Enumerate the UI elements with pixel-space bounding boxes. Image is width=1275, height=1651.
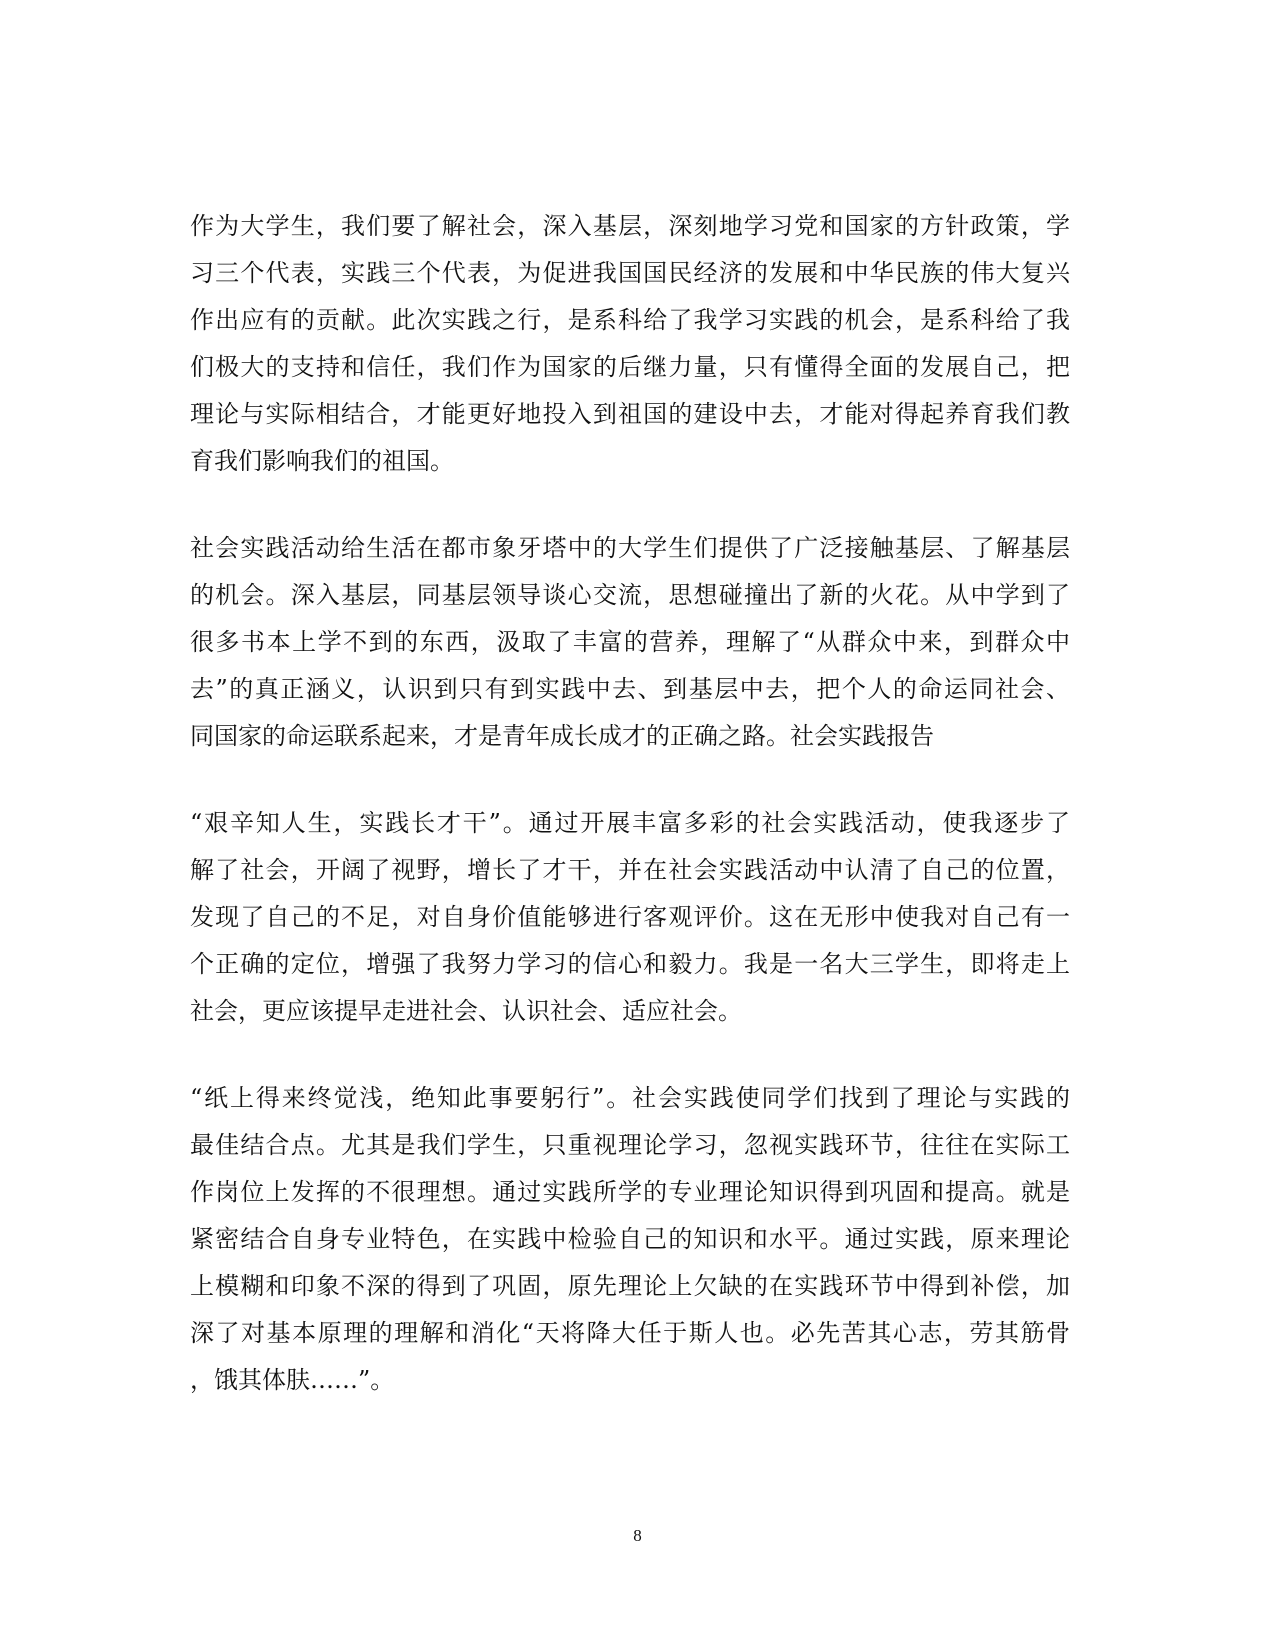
text-line: 理论与实际相结合，才能更好地投入到祖国的建设中去，才能对得起养育我们教: [190, 400, 1070, 428]
text-line: 最佳结合点。尤其是我们学生，只重视理论学习，忽视实践环节，往往在实际工: [190, 1131, 1070, 1159]
text-line: 深了对基本原理的理解和消化“天将降大任于斯人也。必先苦其心志，劳其筋骨: [190, 1319, 1070, 1347]
text-line: “艰辛知人生，实践长才干”。通过开展丰富多彩的社会实践活动，使我逐步了: [190, 809, 1070, 837]
body-text: [190, 203, 1070, 1444]
text-line: 的机会。深入基层，同基层领导谈心交流，思想碰撞出了新的火花。从中学到了: [190, 581, 1070, 609]
text-line: 社会，更应该提早走进社会、认识社会、适应社会。: [190, 997, 742, 1025]
paragraph-2: [190, 525, 1070, 760]
text-line: 去”的真正涵义，认识到只有到实践中去、到基层中去，把个人的命运同社会、: [190, 675, 1070, 703]
text-line: ，饿其体肤……”。: [190, 1366, 395, 1394]
paragraph-4: [190, 1075, 1070, 1404]
text-line: 同国家的命运联系起来，才是青年成长成才的正确之路。社会实践报告: [190, 722, 934, 750]
text-line: “纸上得来终觉浅，绝知此事要躬行”。社会实践使同学们找到了理论与实践的: [190, 1084, 1070, 1112]
text-line: 作为大学生，我们要了解社会，深入基层，深刻地学习党和国家的方针政策，学: [190, 212, 1070, 240]
text-line: 作岗位上发挥的不很理想。通过实践所学的专业理论知识得到巩固和提高。就是: [190, 1178, 1070, 1206]
text-line: 们极大的支持和信任，我们作为国家的后继力量，只有懂得全面的发展自己，把: [190, 353, 1070, 381]
text-line: 发现了自己的不足，对自身价值能够进行客观评价。这在无形中使我对自己有一: [190, 903, 1070, 931]
paragraph-3: [190, 800, 1070, 1035]
page-number: 8: [633, 1526, 642, 1545]
text-line: 紧密结合自身专业特色，在实践中检验自己的知识和水平。通过实践，原来理论: [190, 1225, 1070, 1253]
text-line: 个正确的定位，增强了我努力学习的信心和毅力。我是一名大三学生，即将走上: [190, 950, 1070, 978]
text-line: 很多书本上学不到的东西，汲取了丰富的营养，理解了“从群众中来，到群众中: [190, 628, 1070, 656]
text-line: 作出应有的贡献。此次实践之行，是系科给了我学习实践的机会，是系科给了我: [190, 306, 1070, 334]
text-line: 社会实践活动给生活在都市象牙塔中的大学生们提供了广泛接触基层、了解基层: [190, 534, 1070, 562]
text-line: 育我们影响我们的祖国。: [190, 447, 454, 475]
text-line: 解了社会，开阔了视野，增长了才干，并在社会实践活动中认清了自己的位置，: [190, 856, 1070, 884]
text-line: 习三个代表，实践三个代表，为促进我国国民经济的发展和中华民族的伟大复兴: [190, 259, 1070, 287]
text-line: 上模糊和印象不深的得到了巩固，原先理论上欠缺的在实践环节中得到补偿，加: [190, 1272, 1070, 1300]
paragraph-1: [190, 203, 1070, 485]
